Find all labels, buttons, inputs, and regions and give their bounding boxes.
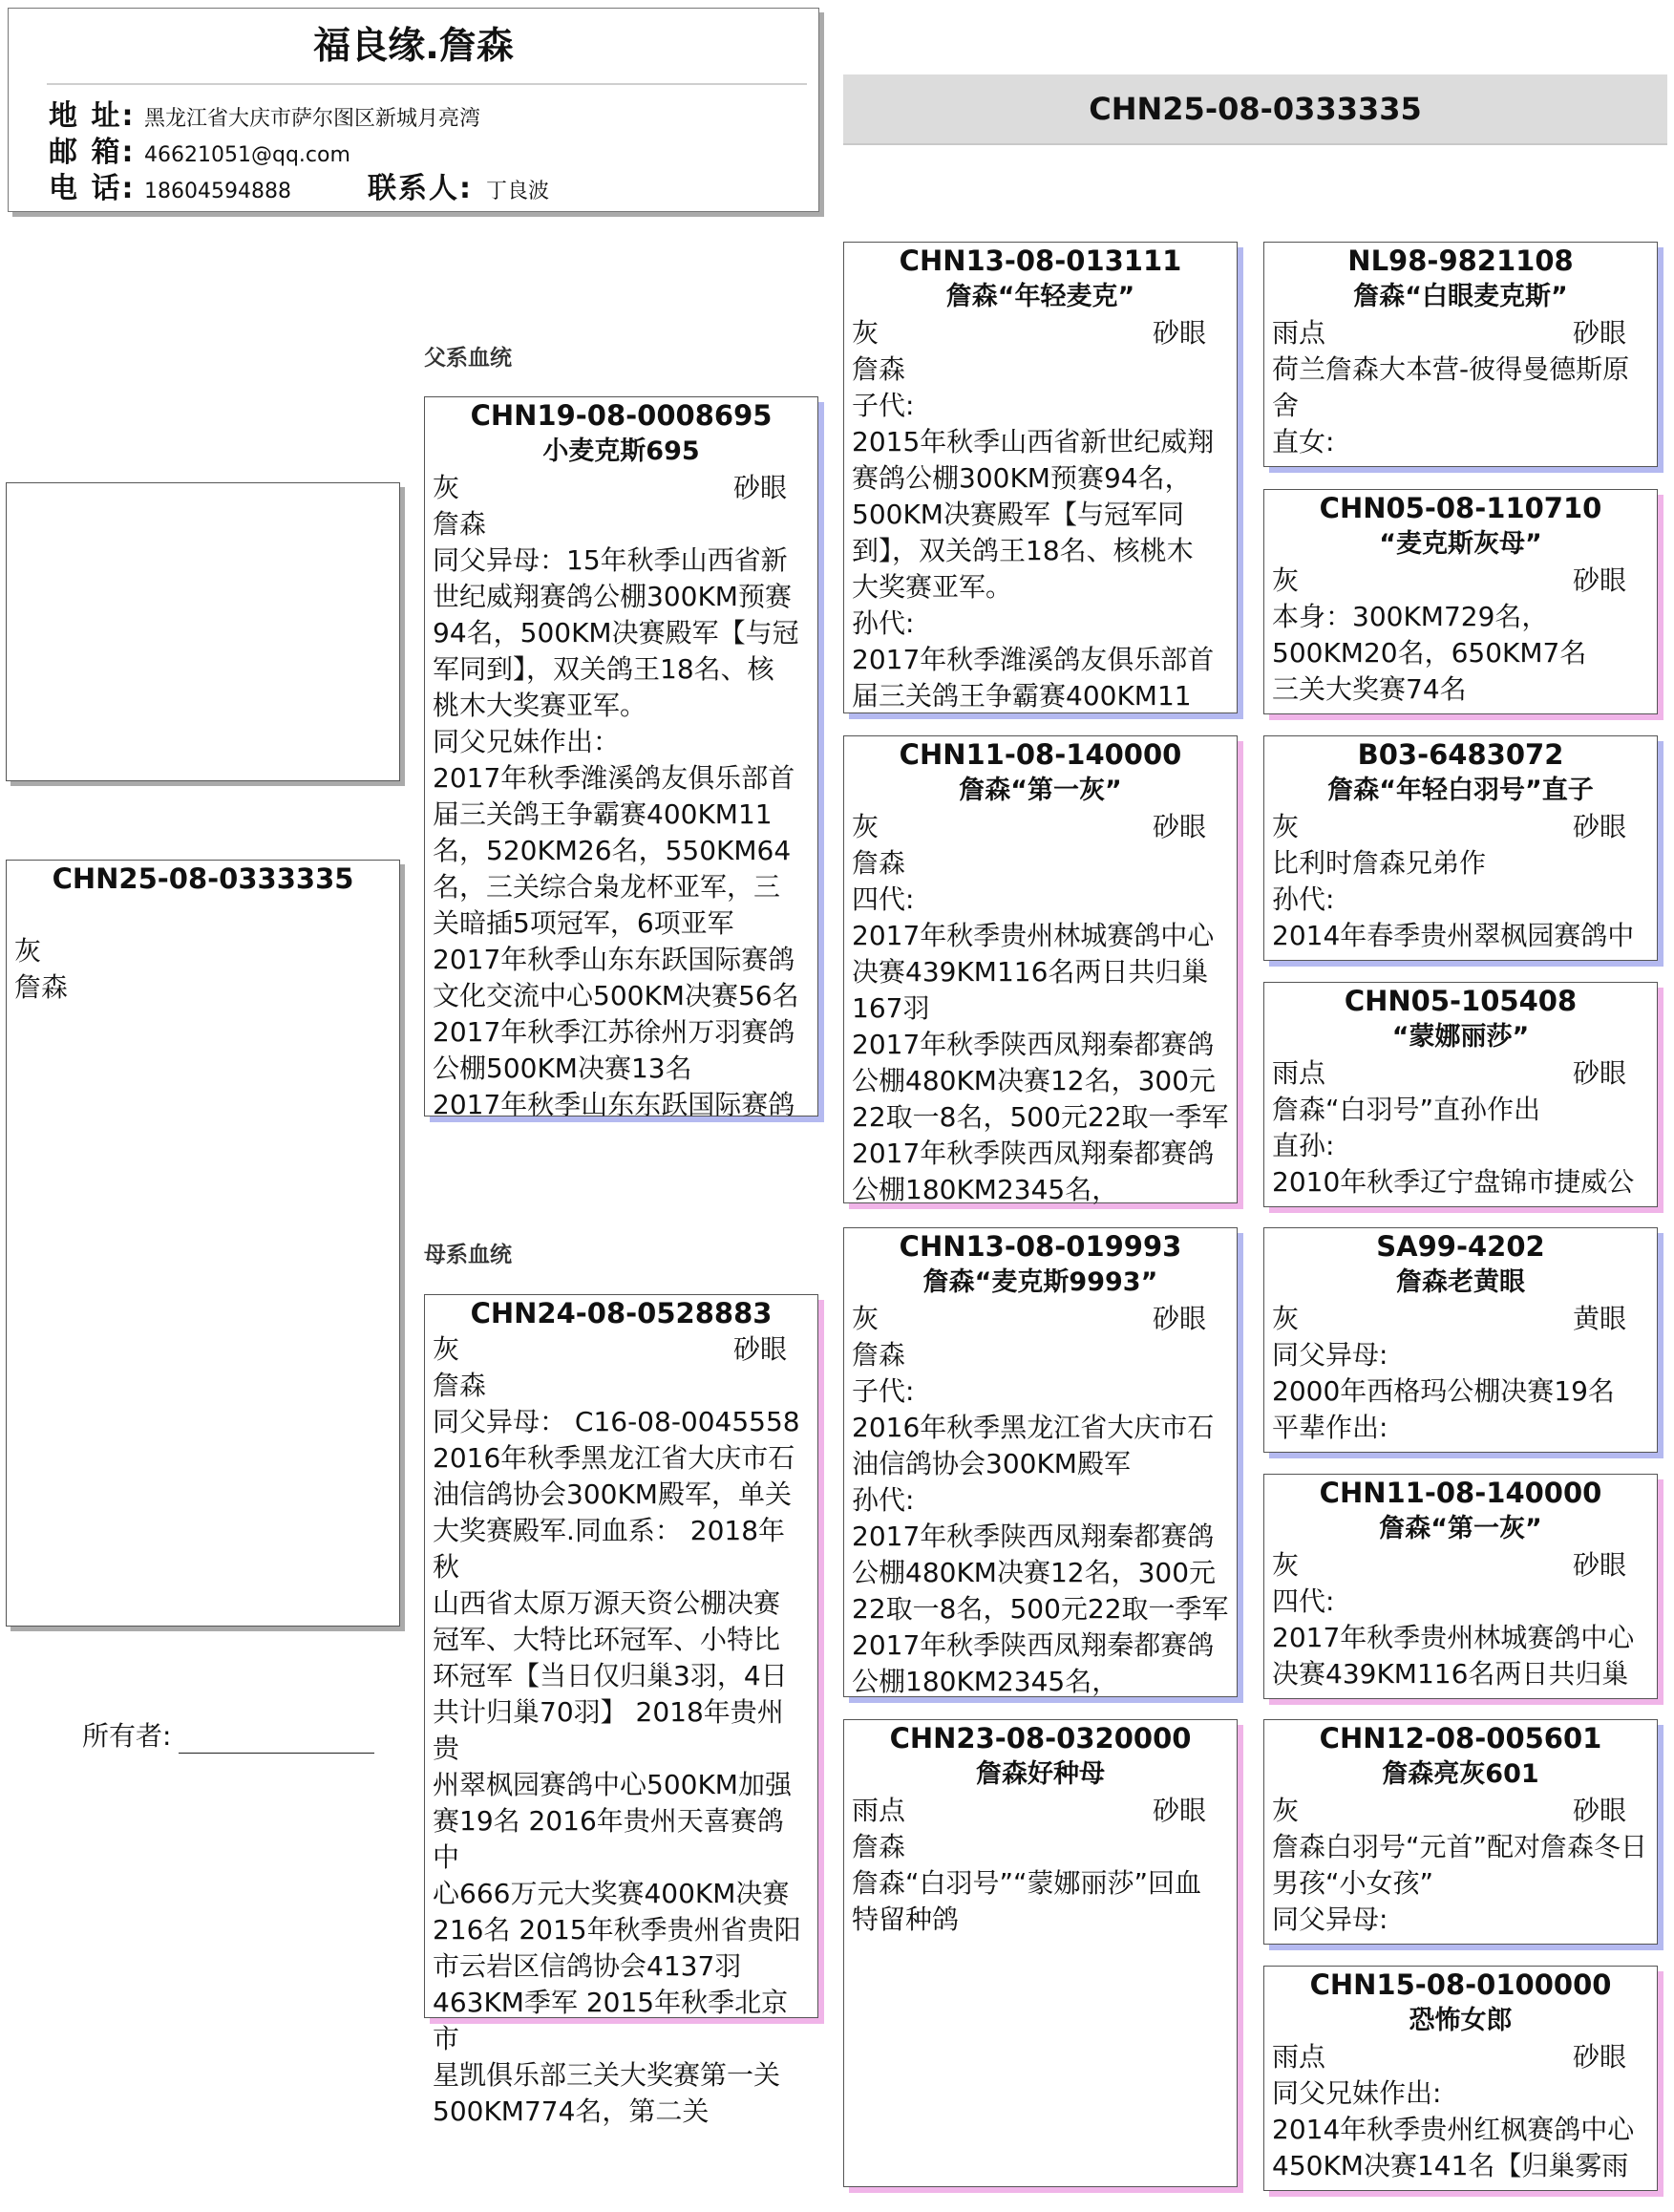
address-label: 地 址: [49, 99, 136, 133]
color-eye-row [425, 470, 817, 506]
record-line: 詹森 [852, 1339, 906, 1371]
color-eye-row [425, 1331, 817, 1368]
record-line: 450KM决赛141名【归巢雾雨 [1272, 2150, 1629, 2181]
feather-color: 灰 [1272, 1303, 1300, 1334]
record-line: 詹森“白羽号”直孙作出 [1272, 1094, 1541, 1125]
record-line: 同父异母: [1272, 1339, 1388, 1371]
record-line: 三关大奖赛74名 [1272, 673, 1467, 705]
owner-label: 所有者: [82, 1720, 172, 1752]
grandparent-card [843, 242, 1238, 713]
color-eye-row [844, 315, 1237, 351]
record-line: 油信鸽协会300KM殿军 [852, 1448, 1131, 1479]
eye-type: 砂眼 [1572, 811, 1626, 842]
record-line: 决赛439KM116名两日共归巢 [852, 956, 1209, 988]
record-line: 2015年秋季山西省新世纪威翔 [852, 426, 1215, 457]
sire-card [424, 396, 818, 1120]
record-line: 同父兄妹作出： [433, 726, 621, 757]
record-line: 届三关鸽王争霸赛400KM11 [433, 798, 773, 830]
record-line: 到】，双关鸽王18名、核桃木 [852, 535, 1194, 566]
record-line: 比利时詹森兄弟作 [1272, 847, 1487, 879]
record-line: 500KM决赛殿军【与冠军同 [852, 499, 1184, 530]
eye-type: 砂眼 [1572, 2041, 1626, 2073]
record-line: 同父异母： C16-08-0045558 [433, 1406, 800, 1437]
pigeon-name: 詹森“第一灰” [959, 776, 1122, 805]
color-eye-row [1264, 809, 1657, 845]
great-grandparent-card [1263, 489, 1658, 714]
feather-color: 灰 [852, 811, 879, 842]
record-line: 环冠军【当日仅归巢3羽，4日 [433, 1660, 788, 1691]
record-line: 特留种鸽 [852, 1904, 960, 1935]
great-grandparent-card [1263, 735, 1658, 961]
feather-color: 雨点 [1272, 2041, 1326, 2073]
great-grandparent-card [1263, 242, 1658, 467]
record-line: 詹森 [433, 508, 487, 540]
sire-section-label: 父系血统 [424, 346, 512, 371]
record-line: 世纪威翔赛鸽公棚300KM预赛 [433, 581, 792, 612]
ring-number: CHN15-08-0100000 [1309, 1968, 1612, 2001]
record-line: 公棚480KM决赛12名，300元 [852, 1557, 1217, 1588]
grandparent-card [843, 735, 1238, 1203]
record-line: 军同到】，双关鸽王18名、核 [433, 653, 774, 685]
eye-type: 砂眼 [1572, 1795, 1626, 1826]
feather-color: 灰 [852, 317, 879, 349]
ring-number: CHN12-08-005601 [1319, 1722, 1602, 1755]
record-line: 孙代: [852, 607, 915, 639]
ring-number: NL98-9821108 [1347, 245, 1574, 277]
record-line: 詹森 [852, 1831, 906, 1862]
record-line: 94名，500KM决赛殿军【与冠 [433, 617, 799, 649]
record-line: 油信鸽协会300KM殿军，单关 [433, 1478, 792, 1510]
record-line: 2014年春季贵州翠枫园赛鸽中 [1272, 920, 1635, 951]
color-eye-row [1264, 315, 1657, 351]
record-line: 荷兰詹森大本营-彼得曼德斯原 [1272, 353, 1630, 385]
record-line: 共计归巢70羽】 2018年贵州贵 [433, 1696, 784, 1764]
record-line: 詹森“白羽号”“蒙娜丽莎”回血 [852, 1867, 1202, 1899]
record-line: 本身：300KM729名， [1272, 601, 1549, 632]
owner-blank [179, 1724, 374, 1754]
record-line: 名，三关综合枭龙杯亚军，三 [433, 871, 781, 903]
record-line: 同父兄妹作出: [1272, 2077, 1442, 2109]
grandparent-card [843, 1719, 1238, 2187]
record-line: 子代: [852, 390, 915, 421]
feather-color: 灰 [852, 1303, 879, 1334]
feather-color: 灰 [1272, 1795, 1300, 1826]
eye-type: 砂眼 [1152, 811, 1206, 842]
feather-color: 灰 [1272, 1549, 1300, 1581]
record-line: 463KM季军 2015年秋季北京市 [433, 1987, 789, 2054]
subject-pigeon-card [6, 860, 400, 1627]
record-line: 冠军、大特比环冠军、小特比 [433, 1624, 781, 1655]
record-line: 2017年秋季陕西凤翔秦都赛鸽 [852, 1138, 1215, 1169]
feather-color: 灰 [433, 472, 460, 503]
record-line: 2017年秋季山东东跃国际赛鸽 [433, 1089, 795, 1120]
feather-color: 灰 [433, 1333, 460, 1365]
record-line: 216名 2015年秋季贵州省贵阳 [433, 1914, 801, 1946]
eye-type: 砂眼 [732, 1333, 787, 1365]
color-eye-row [1264, 1547, 1657, 1584]
subject-color: 灰 [14, 935, 42, 967]
ring-number: CHN11-08-140000 [1319, 1477, 1602, 1509]
pigeon-name: “蒙娜丽莎” [1391, 1022, 1530, 1052]
phone-value: 18604594888 [144, 180, 291, 203]
great-grandparent-card [1263, 1719, 1658, 1945]
pigeon-name: 詹森亮灰601 [1382, 1759, 1539, 1789]
subject-breed: 詹森 [14, 971, 69, 1003]
record-line: 同父异母: [1272, 1904, 1388, 1935]
record-line: 同父异母：15年秋季山西省新 [433, 544, 788, 576]
ring-number: CHN19-08-0008695 [470, 399, 773, 432]
color-eye-row [1264, 563, 1657, 599]
record-line: 500KM20名，650KM7名 [1272, 637, 1587, 669]
eye-type: 黄眼 [1572, 1303, 1626, 1334]
record-line: 赛19名 2016年贵州天喜赛鸽中 [433, 1805, 784, 1873]
dam-card [424, 1294, 818, 2127]
record-line: 心666万元大奖赛400KM决赛 [433, 1878, 790, 1909]
record-line: 2017年秋季贵州林城赛鸽中心 [1272, 1622, 1635, 1653]
eye-type: 砂眼 [1152, 1303, 1206, 1334]
eye-type: 砂眼 [1572, 564, 1626, 596]
ring-number: SA99-4202 [1376, 1230, 1545, 1263]
ring-number: CHN13-08-013111 [899, 245, 1182, 277]
record-line: 2014年秋季贵州红枫赛鸽中心 [1272, 2114, 1635, 2145]
record-line: 詹森 [852, 847, 906, 879]
record-line: 2010年秋季辽宁盘锦市捷威公 [1272, 1166, 1635, 1198]
feather-color: 雨点 [1272, 1057, 1326, 1089]
record-line: 公棚180KM2345名， [852, 1666, 1119, 1697]
record-line: 2017年秋季贵州林城赛鸽中心 [852, 920, 1215, 951]
pigeon-name: 詹森“年轻麦克” [945, 282, 1135, 311]
eye-type: 砂眼 [1152, 1795, 1206, 1826]
eye-type: 砂眼 [1572, 317, 1626, 349]
pigeon-name: 詹森“第一灰” [1379, 1514, 1542, 1543]
record-line: 2016年秋季黑龙江省大庆市石 [852, 1412, 1215, 1443]
record-line: 22取一8名，500元22取一季军 [852, 1593, 1229, 1625]
record-line: 大奖赛殿军.同血系： 2018年秋 [433, 1515, 786, 1583]
feather-color: 灰 [1272, 811, 1300, 842]
record-line: 2017年秋季潍溪鸽友俱乐部首 [852, 644, 1215, 675]
feather-color: 雨点 [852, 1795, 906, 1826]
record-line: 詹森 [852, 353, 906, 385]
great-grandparent-card [1263, 1966, 1658, 2191]
phone-label: 电 话: [49, 172, 136, 205]
great-grandparent-card [1263, 982, 1658, 1207]
record-line: 公棚500KM决赛13名 [433, 1053, 692, 1084]
color-eye-row [844, 1793, 1237, 1829]
eye-type: 砂眼 [1572, 1057, 1626, 1089]
color-eye-row [844, 809, 1237, 845]
contact-label: 联系人: [367, 172, 473, 205]
pigeon-id-banner: CHN25-08-0333335 [843, 74, 1667, 145]
record-line: 州翠枫园赛鸽中心500KM加强 [433, 1769, 792, 1800]
ring-number: CHN11-08-140000 [899, 738, 1182, 771]
record-line: 2000年西格玛公棚决赛19名 [1272, 1375, 1615, 1407]
record-line: 2017年秋季陕西凤翔秦都赛鸽 [852, 1629, 1215, 1661]
eye-type: 砂眼 [1572, 1549, 1626, 1581]
breeder-title: 福良缘.詹森 [313, 25, 514, 68]
color-eye-row [844, 1301, 1237, 1337]
pigeon-name: 詹森“年轻白羽号”直子 [1327, 776, 1594, 805]
feather-color: 灰 [1272, 564, 1300, 596]
record-line: 桃木大奖赛亚军。 [433, 690, 647, 721]
record-line: 子代: [852, 1375, 915, 1407]
record-line: 2017年秋季陕西凤翔秦都赛鸽 [852, 1521, 1215, 1552]
record-line: 星凯俱乐部三关大奖赛第一关 [433, 2059, 781, 2091]
pigeon-name: 詹森“麦克斯9993” [922, 1267, 1158, 1297]
great-grandparent-card [1263, 1474, 1658, 1699]
ring-number: B03-6483072 [1357, 738, 1564, 771]
record-line: 500KM774名，第二关 [433, 2095, 710, 2127]
record-line: 届三关鸽王争霸赛400KM11 [852, 680, 1192, 712]
record-line: 平辈作出: [1272, 1412, 1388, 1443]
great-grandparent-card [1263, 1227, 1658, 1453]
email-row [49, 137, 350, 172]
record-line: 167羽 [852, 992, 930, 1024]
record-line: 市云岩区信鸽协会4137羽 [433, 1950, 742, 1982]
pigeon-name: 恐怖女郎 [1409, 2006, 1513, 2035]
record-line: 四代: [1272, 1585, 1335, 1617]
record-line: 山西省太原万源天资公棚决赛 [433, 1587, 781, 1619]
pigeon-name: 詹森好种母 [976, 1759, 1105, 1789]
ring-number: CHN23-08-0320000 [889, 1722, 1192, 1755]
address-row [49, 100, 480, 136]
record-line: 22取一8名，500元22取一季军 [852, 1101, 1229, 1133]
eye-type: 砂眼 [1152, 317, 1206, 349]
contact-value: 丁良波 [485, 180, 549, 203]
pigeon-name: 詹森老黄眼 [1396, 1267, 1525, 1297]
record-line: 男孩“小女孩” [1272, 1867, 1434, 1899]
color-eye-row [1264, 1055, 1657, 1092]
record-line: 2017年秋季陕西凤翔秦都赛鸽 [852, 1029, 1215, 1060]
record-line: 詹森白羽号“元首”配对詹森冬日 [1272, 1831, 1648, 1862]
record-line: 四代: [852, 883, 915, 915]
subject-ring: CHN25-08-0333335 [52, 862, 354, 895]
photo-placeholder [6, 482, 400, 781]
grandparent-card [843, 1227, 1238, 1697]
email-label: 邮 箱: [49, 136, 136, 169]
dam-section-label: 母系血统 [424, 1243, 512, 1267]
record-line: 直女: [1272, 426, 1335, 457]
color-eye-row [1264, 2039, 1657, 2075]
record-line: 公棚480KM决赛12名，300元 [852, 1065, 1217, 1096]
record-line: 决赛439KM116名两日共归巢 [1272, 1658, 1629, 1690]
ring-number: CHN05-105408 [1344, 985, 1578, 1017]
pigeon-name: “麦克斯灰母” [1379, 529, 1542, 559]
record-line: 2017年秋季山东东跃国际赛鸽 [433, 944, 795, 975]
pigeon-name: 詹森“白眼麦克斯” [1353, 282, 1568, 311]
record-line: 公棚180KM2345名， [852, 1174, 1119, 1205]
color-eye-row [1264, 1301, 1657, 1337]
owner-line [82, 1715, 374, 1754]
record-line: 大奖赛亚军。 [852, 571, 1013, 603]
header-divider [47, 83, 807, 85]
address-value: 黑龙江省大庆市萨尔图区新城月亮湾 [144, 107, 481, 131]
record-line: 文化交流中心500KM决赛56名 [433, 980, 799, 1011]
record-line: 詹森 [433, 1370, 487, 1401]
record-line: 孙代: [1272, 883, 1335, 915]
breeder-header [8, 8, 819, 212]
record-line: 孙代: [852, 1484, 915, 1516]
record-line: 2016年秋季黑龙江省大庆市石 [433, 1442, 795, 1474]
color-eye-row [1264, 1793, 1657, 1829]
ring-number: CHN05-08-110710 [1319, 492, 1602, 524]
record-line: 关暗插5项冠军，6项亚军 [433, 907, 734, 939]
ring-number: CHN13-08-019993 [899, 1230, 1182, 1263]
email-value: 46621051@qq.com [144, 143, 350, 167]
record-line: 直孙: [1272, 1130, 1335, 1161]
record-line: 名，520KM26名，550KM64 [433, 835, 792, 866]
phone-row [49, 173, 549, 208]
ring-number: CHN24-08-0528883 [470, 1297, 773, 1329]
eye-type: 砂眼 [732, 472, 787, 503]
record-line: 赛鸽公棚300KM预赛94名， [852, 462, 1192, 494]
feather-color: 雨点 [1272, 317, 1326, 349]
pigeon-name: 小麦克斯695 [542, 436, 700, 466]
record-line: 舍 [1272, 390, 1300, 421]
record-line: 2017年秋季潍溪鸽友俱乐部首 [433, 762, 795, 794]
record-line: 2017年秋季江苏徐州万羽赛鸽 [433, 1016, 795, 1048]
